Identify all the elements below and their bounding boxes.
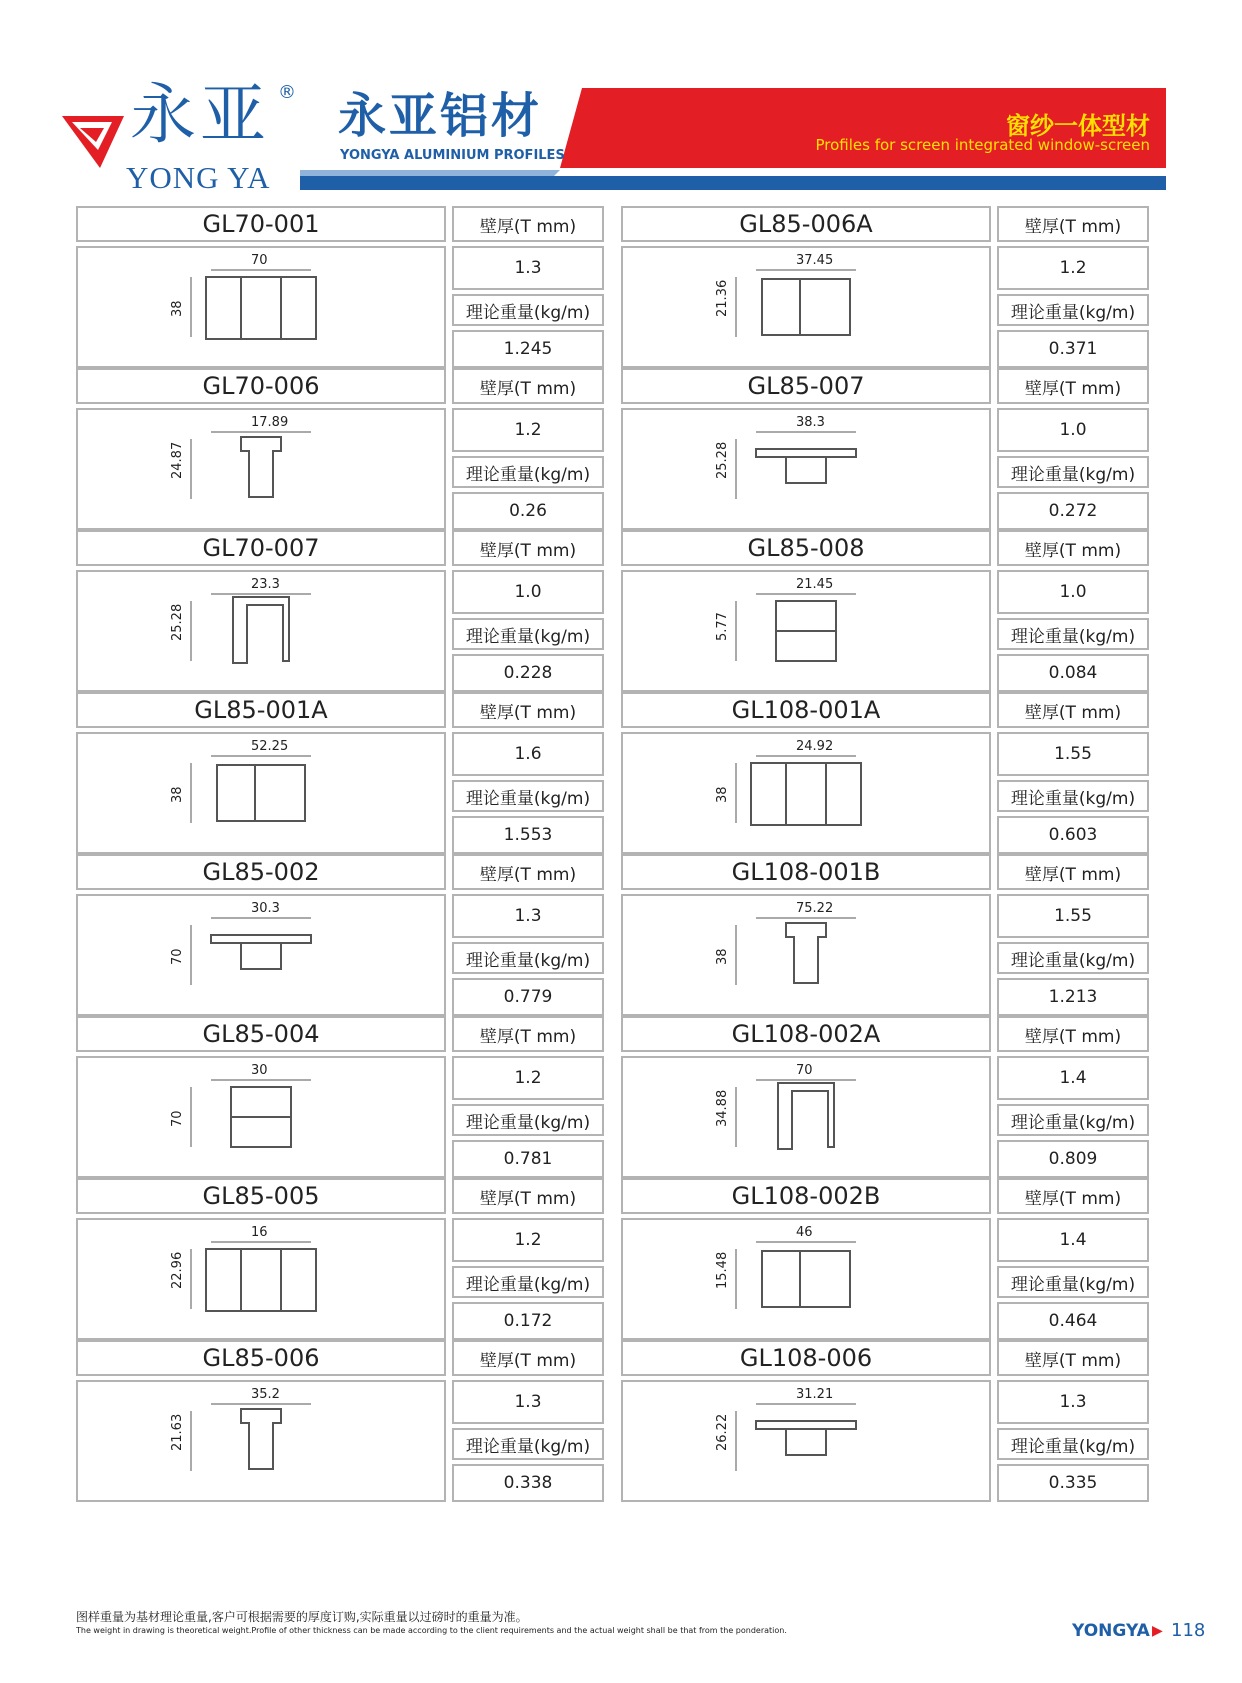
profile-name: GL85-004	[202, 1020, 320, 1048]
thickness-value: 1.3	[514, 258, 542, 278]
thickness-label-cell	[452, 1178, 604, 1214]
thickness-value: 1.2	[514, 1230, 542, 1250]
profile-name: GL70-001	[202, 210, 320, 238]
weight-label-cell	[452, 294, 604, 326]
profile-drawing	[621, 894, 991, 1016]
thickness-label-cell	[452, 530, 604, 566]
thickness-label-cell	[452, 206, 604, 242]
profile-drawing	[76, 408, 446, 530]
profile-section-icon	[623, 410, 989, 528]
weight-value: 0.26	[509, 501, 547, 521]
weight-value: 1.553	[503, 825, 553, 845]
thickness-label: 壁厚(T mm)	[479, 864, 577, 885]
profile-section-icon	[78, 1220, 444, 1338]
weight-value-cell	[997, 654, 1149, 692]
thickness-label: 壁厚(T mm)	[1024, 378, 1122, 399]
weight-value: 0.464	[1048, 1311, 1098, 1331]
weight-value: 0.338	[503, 1473, 553, 1493]
dim-width: 30	[251, 1063, 268, 1078]
thickness-value: 1.2	[514, 420, 542, 440]
weight-value: 0.371	[1048, 339, 1098, 359]
thickness-value: 1.2	[1059, 258, 1087, 278]
thickness-label-cell	[997, 1340, 1149, 1376]
profile-section-icon	[623, 1382, 989, 1500]
thickness-label: 壁厚(T mm)	[1024, 540, 1122, 561]
footer-note-cn: 图样重量为基材理论重量,客户可根据需要的厚度订购,实际重量以过磅时的重量为准。	[76, 1610, 528, 1624]
thickness-label: 壁厚(T mm)	[479, 540, 577, 561]
dim-height: 5.77	[715, 612, 730, 641]
weight-label: 理论重量(kg/m)	[465, 950, 591, 971]
weight-value: 1.213	[1048, 987, 1098, 1007]
dim-height: 38	[715, 948, 730, 965]
dim-width: 31.21	[796, 1387, 834, 1402]
thickness-value: 1.4	[1059, 1068, 1087, 1088]
profile-drawing	[76, 246, 446, 368]
dim-width: 46	[796, 1225, 813, 1240]
thickness-label-cell	[452, 854, 604, 890]
thickness-value-cell	[452, 732, 604, 776]
dim-height: 25.28	[715, 441, 730, 479]
profile-drawing	[621, 408, 991, 530]
weight-value: 0.603	[1048, 825, 1098, 845]
thickness-label-cell	[997, 692, 1149, 728]
weight-value-cell	[452, 1302, 604, 1340]
weight-label: 理论重量(kg/m)	[1010, 302, 1136, 323]
thickness-value: 1.3	[514, 906, 542, 926]
profile-name-cell	[76, 1016, 446, 1052]
dim-height: 70	[170, 1110, 185, 1127]
thickness-label-cell	[997, 368, 1149, 404]
thickness-value: 1.6	[514, 744, 542, 764]
weight-label-cell	[997, 456, 1149, 488]
thickness-label: 壁厚(T mm)	[479, 1350, 577, 1371]
weight-value: 0.272	[1048, 501, 1098, 521]
weight-value-cell	[452, 816, 604, 854]
weight-label-cell	[997, 1104, 1149, 1136]
footer-arrow-icon: ▶	[1152, 1623, 1163, 1639]
thickness-value: 1.0	[1059, 420, 1087, 440]
thickness-value-cell	[452, 570, 604, 614]
thickness-value-cell	[997, 246, 1149, 290]
dim-width: 52.25	[251, 739, 289, 754]
profile-drawing	[621, 732, 991, 854]
dim-width: 75.22	[796, 901, 834, 916]
thickness-label-cell	[997, 1016, 1149, 1052]
profile-name: GL108-002B	[731, 1182, 881, 1210]
weight-label-cell	[997, 1266, 1149, 1298]
weight-label: 理论重量(kg/m)	[465, 302, 591, 323]
dim-width: 70	[251, 253, 268, 268]
thickness-label: 壁厚(T mm)	[479, 702, 577, 723]
dim-width: 37.45	[796, 253, 834, 268]
thickness-value: 1.0	[514, 582, 542, 602]
footer-note-en: The weight in drawing is theoretical weight.Profile of other thickness can be made according to the client requirements and the actual weight shall be that from the ponderation.	[76, 1626, 787, 1635]
thickness-label-cell	[452, 368, 604, 404]
profile-name-cell	[76, 206, 446, 242]
thickness-label: 壁厚(T mm)	[1024, 1350, 1122, 1371]
profile-name-cell	[621, 530, 991, 566]
dim-width: 38.3	[796, 415, 825, 430]
page-number: 118	[1171, 1620, 1206, 1641]
profile-name-cell	[76, 530, 446, 566]
weight-value: 0.781	[503, 1149, 553, 1169]
weight-label: 理论重量(kg/m)	[1010, 1112, 1136, 1133]
profile-name-cell	[621, 368, 991, 404]
weight-value: 0.084	[1048, 663, 1098, 683]
profile-name-cell	[76, 368, 446, 404]
weight-label: 理论重量(kg/m)	[465, 1112, 591, 1133]
weight-label: 理论重量(kg/m)	[1010, 788, 1136, 809]
profile-drawing	[621, 246, 991, 368]
weight-label-cell	[452, 1104, 604, 1136]
thickness-value: 1.0	[1059, 582, 1087, 602]
thickness-value-cell	[452, 1218, 604, 1262]
dim-height: 25.28	[170, 603, 185, 641]
profile-drawing	[76, 1056, 446, 1178]
profile-name: GL108-001A	[731, 696, 881, 724]
weight-label-cell	[452, 1266, 604, 1298]
profile-section-icon	[623, 1220, 989, 1338]
profile-drawing	[76, 1218, 446, 1340]
profile-section-icon	[623, 1058, 989, 1176]
thickness-label-cell	[997, 206, 1149, 242]
weight-label: 理论重量(kg/m)	[465, 1274, 591, 1295]
weight-value-cell	[997, 1464, 1149, 1502]
profile-section-icon	[623, 734, 989, 852]
weight-value: 0.779	[503, 987, 553, 1007]
profile-name-cell	[76, 1178, 446, 1214]
weight-value: 0.228	[503, 663, 553, 683]
dim-height: 22.96	[170, 1251, 185, 1289]
profile-name-cell	[621, 1340, 991, 1376]
thickness-value-cell	[452, 1056, 604, 1100]
thickness-value: 1.3	[514, 1392, 542, 1412]
thickness-value-cell	[997, 570, 1149, 614]
thickness-value-cell	[997, 732, 1149, 776]
weight-label: 理论重量(kg/m)	[465, 626, 591, 647]
thickness-label-cell	[452, 1340, 604, 1376]
weight-value-cell	[997, 330, 1149, 368]
weight-label-cell	[452, 780, 604, 812]
thickness-value: 1.55	[1054, 906, 1092, 926]
profile-section-icon	[78, 248, 444, 366]
thickness-value: 1.55	[1054, 744, 1092, 764]
logo-text-cn: 永亚	[130, 76, 270, 153]
thickness-label: 壁厚(T mm)	[1024, 864, 1122, 885]
weight-value-cell	[452, 1140, 604, 1178]
profile-name: GL108-001B	[731, 858, 881, 886]
thickness-label: 壁厚(T mm)	[479, 1188, 577, 1209]
profile-name: GL108-002A	[731, 1020, 881, 1048]
profile-section-icon	[78, 896, 444, 1014]
thickness-value-cell	[997, 894, 1149, 938]
profile-name-cell	[621, 854, 991, 890]
thickness-value: 1.2	[514, 1068, 542, 1088]
thickness-label-cell	[997, 854, 1149, 890]
weight-value-cell	[997, 978, 1149, 1016]
weight-value-cell	[452, 492, 604, 530]
dim-height: 38	[715, 786, 730, 803]
profile-name: GL85-002	[202, 858, 320, 886]
dim-height: 26.22	[715, 1413, 730, 1451]
profile-drawing	[621, 570, 991, 692]
thickness-value-cell	[997, 408, 1149, 452]
weight-label-cell	[997, 1428, 1149, 1460]
profile-section-icon	[78, 1058, 444, 1176]
profile-name-cell	[621, 1016, 991, 1052]
profile-name: GL85-006A	[739, 210, 873, 238]
weight-value-cell	[452, 654, 604, 692]
thickness-value-cell	[452, 246, 604, 290]
weight-label: 理论重量(kg/m)	[1010, 1436, 1136, 1457]
profile-drawing	[76, 732, 446, 854]
thickness-value-cell	[452, 408, 604, 452]
weight-label: 理论重量(kg/m)	[465, 464, 591, 485]
profile-name-cell	[76, 1340, 446, 1376]
profile-name: GL85-005	[202, 1182, 320, 1210]
weight-label-cell	[997, 942, 1149, 974]
profile-drawing	[621, 1218, 991, 1340]
dim-width: 23.3	[251, 577, 280, 592]
profile-name-cell	[621, 1178, 991, 1214]
profile-drawing	[621, 1056, 991, 1178]
profile-drawing	[76, 570, 446, 692]
thickness-label: 壁厚(T mm)	[1024, 1026, 1122, 1047]
profile-name-cell	[76, 854, 446, 890]
profile-section-icon	[78, 410, 444, 528]
weight-label-cell	[452, 942, 604, 974]
weight-label-cell	[452, 618, 604, 650]
profile-name: GL70-006	[202, 372, 320, 400]
profile-drawing	[76, 1380, 446, 1502]
dim-width: 70	[796, 1063, 813, 1078]
profile-section-icon	[623, 572, 989, 690]
profile-name-cell	[621, 692, 991, 728]
profile-name: GL85-007	[747, 372, 865, 400]
thickness-label-cell	[452, 692, 604, 728]
weight-label: 理论重量(kg/m)	[1010, 1274, 1136, 1295]
weight-label-cell	[452, 456, 604, 488]
weight-value: 1.245	[503, 339, 553, 359]
logo-text-en: YONG YA	[126, 160, 271, 195]
profile-section-icon	[78, 572, 444, 690]
dim-width: 17.89	[251, 415, 289, 430]
weight-label-cell	[997, 618, 1149, 650]
weight-value-cell	[997, 816, 1149, 854]
dim-width: 21.45	[796, 577, 834, 592]
dim-height: 21.36	[715, 279, 730, 317]
dim-width: 24.92	[796, 739, 834, 754]
profile-section-icon	[78, 734, 444, 852]
dim-height: 24.87	[170, 441, 185, 479]
weight-value-cell	[452, 1464, 604, 1502]
dim-height: 15.48	[715, 1251, 730, 1289]
thickness-value-cell	[997, 1218, 1149, 1262]
profile-section-icon	[623, 248, 989, 366]
dim-height: 38	[170, 786, 185, 803]
dim-width: 30.3	[251, 901, 280, 916]
thickness-label: 壁厚(T mm)	[1024, 702, 1122, 723]
thickness-value-cell	[452, 1380, 604, 1424]
profile-name: GL70-007	[202, 534, 320, 562]
thickness-label-cell	[997, 1178, 1149, 1214]
profile-name: GL85-006	[202, 1344, 320, 1372]
thickness-value: 1.3	[1059, 1392, 1087, 1412]
dim-height: 70	[170, 948, 185, 965]
profile-name-cell	[621, 206, 991, 242]
category-title-en: Profiles for screen integrated window-screen	[815, 136, 1150, 154]
profile-name: GL85-008	[747, 534, 865, 562]
thickness-label-cell	[997, 530, 1149, 566]
thickness-label: 壁厚(T mm)	[1024, 216, 1122, 237]
profile-drawing	[76, 894, 446, 1016]
dim-height: 34.88	[715, 1089, 730, 1127]
weight-value-cell	[452, 330, 604, 368]
weight-label: 理论重量(kg/m)	[465, 1436, 591, 1457]
dim-height: 38	[170, 300, 185, 317]
weight-label: 理论重量(kg/m)	[1010, 950, 1136, 971]
dim-width: 16	[251, 1225, 268, 1240]
category-title-cn: 窗纱一体型材	[1006, 112, 1150, 140]
weight-value: 0.335	[1048, 1473, 1098, 1493]
page-header	[0, 0, 1242, 200]
weight-label: 理论重量(kg/m)	[1010, 626, 1136, 647]
weight-value-cell	[997, 492, 1149, 530]
light-stripe	[300, 170, 560, 176]
profile-name: GL85-001A	[194, 696, 328, 724]
profile-name: GL108-006	[739, 1344, 873, 1372]
thickness-value-cell	[452, 894, 604, 938]
profile-name-cell	[76, 692, 446, 728]
weight-value: 0.172	[503, 1311, 553, 1331]
thickness-value: 1.4	[1059, 1230, 1087, 1250]
weight-value-cell	[997, 1302, 1149, 1340]
profile-drawing	[621, 1380, 991, 1502]
footer-brand: YONGYA	[1072, 1621, 1150, 1641]
thickness-value-cell	[997, 1380, 1149, 1424]
weight-label-cell	[997, 780, 1149, 812]
weight-label-cell	[452, 1428, 604, 1460]
weight-label-cell	[997, 294, 1149, 326]
thickness-label: 壁厚(T mm)	[1024, 1188, 1122, 1209]
weight-value-cell	[452, 978, 604, 1016]
weight-label: 理论重量(kg/m)	[1010, 464, 1136, 485]
weight-label: 理论重量(kg/m)	[465, 788, 591, 809]
registered-mark: ®	[278, 82, 296, 103]
dim-height: 21.63	[170, 1413, 185, 1451]
profile-section-icon	[623, 896, 989, 1014]
weight-value-cell	[997, 1140, 1149, 1178]
dim-width: 35.2	[251, 1387, 280, 1402]
thickness-label: 壁厚(T mm)	[479, 1026, 577, 1047]
thickness-label: 壁厚(T mm)	[479, 216, 577, 237]
brand-title-en: YONGYA ALUMINIUM PROFILES	[340, 148, 565, 163]
thickness-label-cell	[452, 1016, 604, 1052]
profile-section-icon	[78, 1382, 444, 1500]
thickness-value-cell	[997, 1056, 1149, 1100]
weight-value: 0.809	[1048, 1149, 1098, 1169]
brand-title-cn: 永亚铝材	[338, 88, 543, 144]
blue-stripe	[300, 176, 1166, 190]
thickness-label: 壁厚(T mm)	[479, 378, 577, 399]
